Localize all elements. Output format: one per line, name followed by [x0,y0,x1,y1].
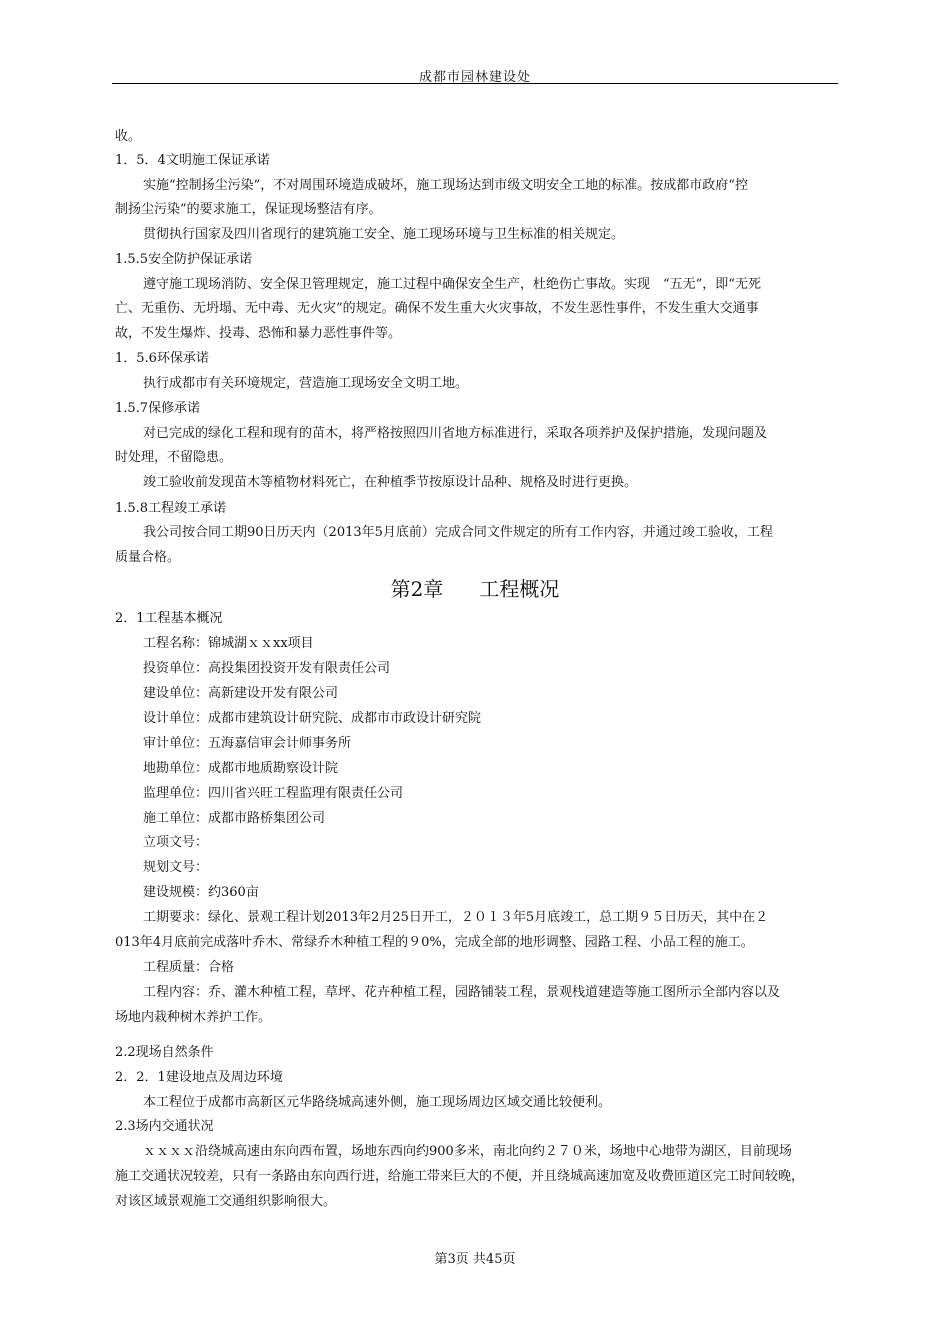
text-line: 对已完成的绿化工程和现有的苗木，将严格按照四川省地方标准进行，采取各项养护及保护措施，发现问题及 [143,426,768,441]
text-line: 竣工验收前发现苗木等植物材料死亡，在种植季节按原设计品种、规格及时进行更换。 [143,475,638,490]
text-line: 对该区域景观施工交通组织影响很大。 [115,1194,337,1209]
info-line: 施工单位：成都市路桥集团公司 [143,811,326,826]
text-line: 制扬尘污染”的要求施工，保证现场整洁有序。 [115,202,382,217]
info-line: 设计单位：成都市建筑设计研究院、成都市市政设计研究院 [143,711,482,726]
section-heading: 2．1工程基本概况 [115,611,223,626]
section-heading: 1.5.5安全防护保证承诺 [115,252,253,267]
text-line: 013年4月底前完成落叶乔木、常绿乔木种植工程的９0%，完成全部的地形调整、园路工程、小品工程的施工。 [115,935,754,950]
info-line: 建设规模：约360亩 [143,885,259,900]
info-line: 审计单位：五海嘉信审会计师事务所 [143,736,352,751]
page-number: 第3页 共45页 [434,1252,516,1267]
text-line: 我公司按合同工期90日历天内（2013年5月底前）完成合同文件规定的所有工作内容，并通过竣工验收，工程 [143,525,773,540]
text-line: 贯彻执行国家及四川省现行的建筑施工安全、施工现场环境与卫生标准的相关规定。 [143,227,625,242]
text-line: 实施“控制扬尘污染”，不对周围环境造成破坏，施工现场达到市级文明安全工地的标准。按成都市政府“控 [143,178,748,193]
chapter-title [0,573,950,602]
text-line: 收。 [115,129,142,144]
section-heading: 2．2．1建设地点及周边环境 [115,1070,283,1085]
header-rule [112,83,838,84]
info-line: 工程名称：锦城湖ｘｘxx项目 [143,636,314,651]
text-line: 质量合格。 [115,550,181,565]
chapter-name: 工程概况 [479,577,560,601]
text-line: 施工交通状况较差，只有一条路由东向西行进，给施工带来巨大的不便，并且绕城高速加宽及收费匝道区完工时间较晚， [115,1169,805,1184]
info-line: 地勘单位：成都市地质勘察设计院 [143,761,339,776]
text-line: 本工程位于成都市高新区元华路绕城高速外侧，施工现场周边区域交通比较便利。 [143,1095,612,1110]
text-line: 亡、无重伤、无坍塌、无中毒、无火灾”的规定。确保不发生重大火灾事故，不发生恶性事件，不发生重大交通事 [115,301,759,316]
chapter-number: 第2章 [390,577,444,601]
text-line: 遵守施工现场消防、安全保卫管理规定，施工过程中确保安全生产，杜绝伤亡事故。实现 “五无”，即“无死 [143,277,761,292]
info-line: 工期要求：绿化、景观工程计划2013年2月25日开工，２０１３年5月底竣工，总工期９５日历天，其中在２ [143,910,769,925]
text-line: 时处理，不留隐患。 [115,450,233,465]
info-line: 立项文号： [143,835,209,850]
page-header: 成都市园林建设处 [418,70,531,85]
info-line: 建设单位：高新建设开发有限公司 [143,686,339,701]
text-line: 场地内栽种树木养护工作。 [115,1010,272,1025]
text-line: 故，不发生爆炸、投毒、恐怖和暴力恶性事件等。 [115,326,402,341]
info-line: 工程内容：乔、灌木种植工程，草坪、花卉种植工程，园路铺装工程，景观栈道建造等施工图所示全部内容以及 [143,985,781,1000]
info-line: 监理单位：四川省兴旺工程监理有限责任公司 [143,786,404,801]
section-heading: 2.3场内交通状况 [115,1119,214,1134]
section-heading: 1.5.7保修承诺 [115,401,201,416]
text-line: ｘｘｘｘ沿绕城高速由东向西布置，场地东西向约900多米，南北向约２７０米，场地中心地带为湖区，目前现场 [143,1144,792,1159]
section-heading: 1．5．4文明施工保证承诺 [115,153,270,168]
info-line: 投资单位：高投集团投资开发有限责任公司 [143,661,391,676]
section-heading: 2.2现场自然条件 [115,1045,214,1060]
section-heading: 1．5.6环保承诺 [115,351,209,366]
text-line: 执行成都市有关环境规定，营造施工现场安全文明工地。 [143,376,469,391]
info-line: 规划文号： [143,860,209,875]
section-heading: 1.5.8工程竣工承诺 [115,501,227,516]
info-line: 工程质量：合格 [143,960,235,975]
